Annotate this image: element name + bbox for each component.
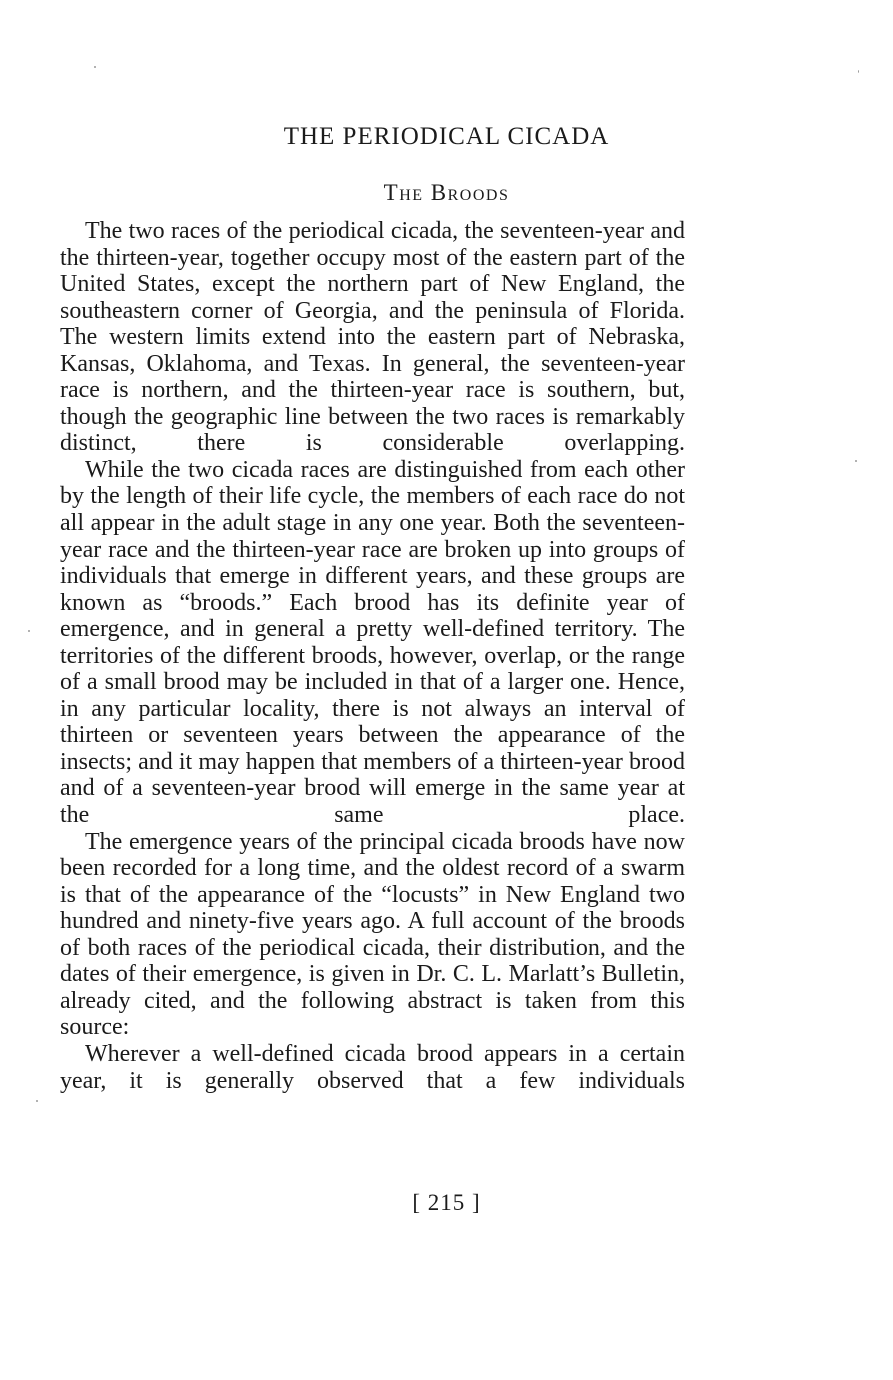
scan-speck (28, 630, 30, 632)
paragraph: While the two cicada races are distinguished from each other by the length of their life cycle, the members of each race do not all appear in the adult stage in any one year. Both the seventeen-year race and the thirteen-year race are broken up into groups of individuals that emerge in different years, and these groups are known as “broods.” Each brood has its definite year of emergence, and in general a pretty well-defined territory. The territories of the different broods, however, overlap, or the range of a small brood may be included in that of a larger one. Hence, in any particular locality, there is not always an interval of thirteen or seventeen years between the appearance of the insects; and it may happen that members of a thirteen-year brood and of a seventeen-year brood will emerge in the same year at the same place. (60, 456, 685, 829)
paragraph: The emergence years of the principal cicada broods have now been recorded for a long time, and the oldest record of a swarm is that of the appearance of the “locusts” in New England two hundred and ninety-five years ago. A full account of the broods of both races of the periodical cicada, their distribution, and the dates of their emergence, is given in Dr. C. L. Marlatt’s Bulletin, already cited, and the following abstract is taken from this source: (60, 828, 685, 1041)
paragraph: The two races of the periodical cicada, the seventeen-year and the thirteen-year, together occupy most of the eastern part of the United States, except the northern part of New England, the southeastern corner of Georgia, and the peninsula of Florida. The western limits extend into the eastern part of Nebraska, Kansas, Oklahoma, and Texas. In general, the seventeen-year race is northern, and the thirteen-year race is southern, but, though the geographic line between the two races is remarkably distinct, there is considerable overlapping. (60, 218, 685, 457)
scan-speck (858, 70, 859, 73)
scan-speck (94, 66, 96, 68)
running-head: THE PERIODICAL CICADA (283, 123, 610, 150)
scan-speck (36, 1100, 38, 1102)
scan-speck (855, 460, 857, 462)
page-number: [ 215 ] (412, 1190, 481, 1215)
section-title: The Broods (383, 180, 510, 205)
body-text (60, 218, 685, 1094)
paragraph: Wherever a well-defined cicada brood appears in a certain year, it is generally observed that a few individuals (60, 1040, 685, 1094)
